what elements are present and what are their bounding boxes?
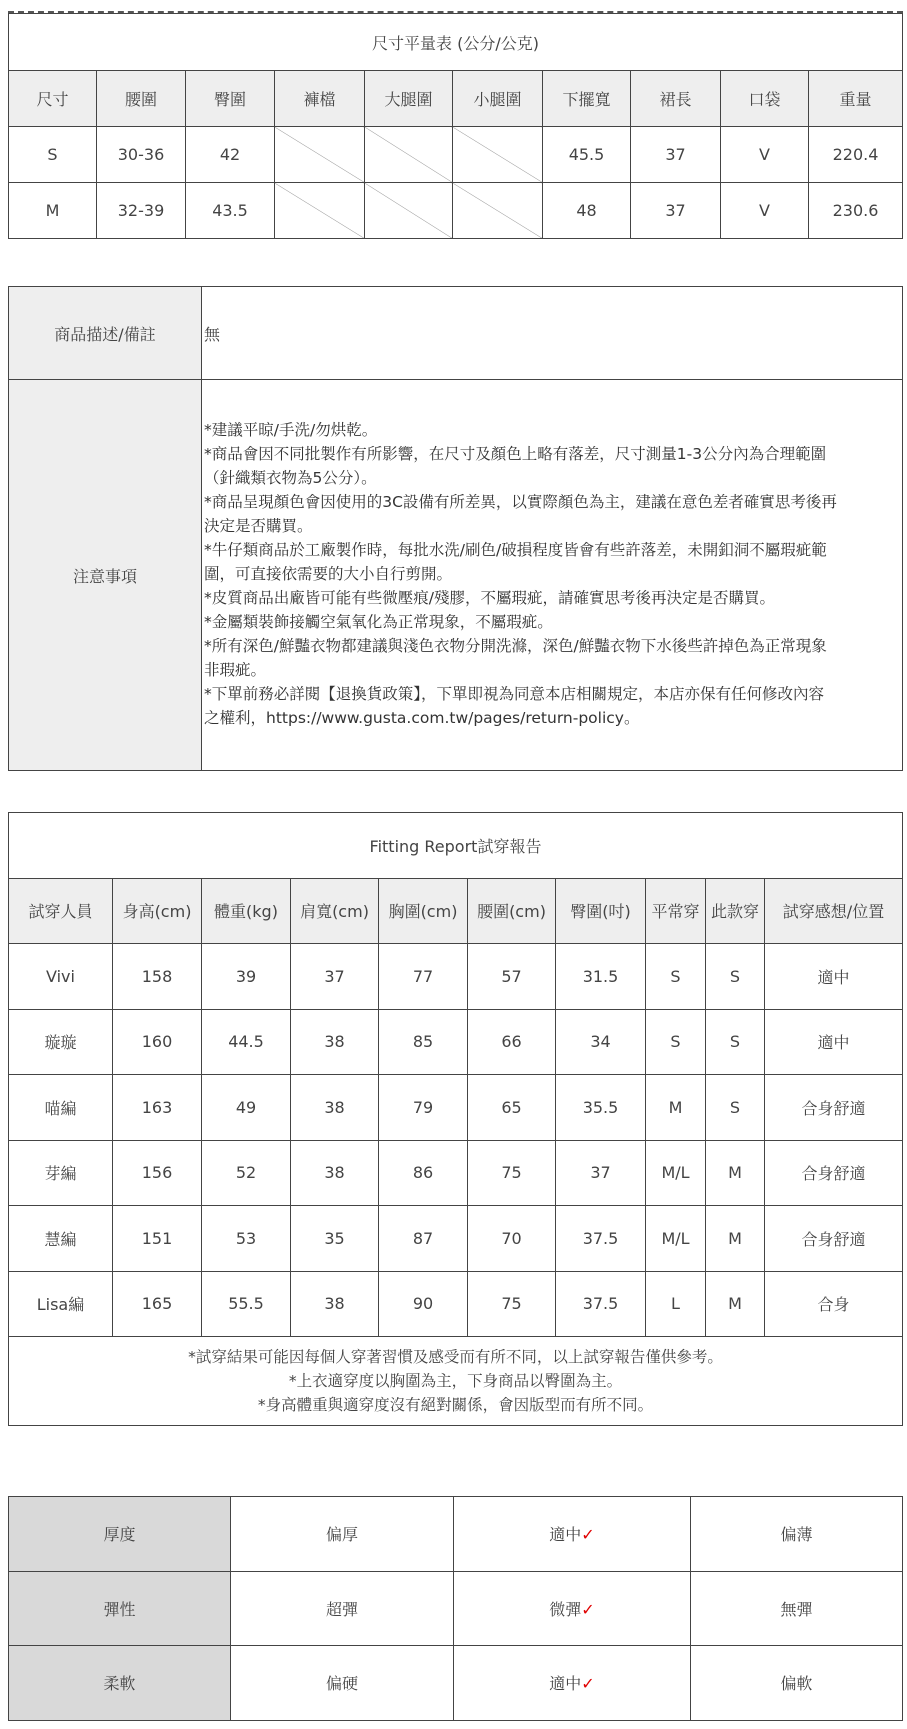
option-label: 適中 xyxy=(549,1674,582,1694)
note-line: *商品會因不同批製作有所影響，在尺寸及顏色上略有落差，尺寸測量1-3公分內為合理範圍 xyxy=(204,445,827,463)
table-cell: V xyxy=(721,127,809,183)
column-header: 臀圍(吋) xyxy=(556,878,646,944)
checkmark-icon: ✓ xyxy=(581,1599,595,1619)
column-header: 重量 xyxy=(809,71,903,127)
table-cell: S xyxy=(646,944,706,1010)
attribute-label: 厚度 xyxy=(9,1497,231,1572)
column-header: 此款穿 xyxy=(706,878,765,944)
fitting-report-table xyxy=(8,812,903,1426)
table-cell: 55.5 xyxy=(202,1271,291,1337)
table-cell: 38 xyxy=(291,1009,379,1075)
attribute-option xyxy=(454,1646,691,1721)
column-header: 裙長 xyxy=(631,71,721,127)
table-cell: 160 xyxy=(113,1009,202,1075)
table-cell: 適中 xyxy=(765,1009,903,1075)
table-cell xyxy=(275,183,365,239)
column-header: 身高(cm) xyxy=(113,878,202,944)
table-cell: 49 xyxy=(202,1075,291,1141)
notes-content xyxy=(202,380,903,771)
table-cell: S xyxy=(646,1009,706,1075)
table-cell: 70 xyxy=(468,1206,556,1272)
option-label: 適中 xyxy=(549,1525,582,1545)
attribute-option xyxy=(231,1646,454,1721)
table-row xyxy=(9,944,903,1010)
table-cell: 37 xyxy=(631,183,721,239)
table-cell: M/L xyxy=(646,1140,706,1206)
note-line: *建議平晾/手洗/勿烘乾。 xyxy=(204,421,378,439)
column-header: 肩寬(cm) xyxy=(291,878,379,944)
table-cell: 53 xyxy=(202,1206,291,1272)
table-cell: M xyxy=(706,1271,765,1337)
column-header: 平常穿 xyxy=(646,878,706,944)
column-header: 胸圍(cm) xyxy=(379,878,468,944)
size-table xyxy=(8,13,903,239)
table-cell: 35.5 xyxy=(556,1075,646,1141)
note-line: 非瑕疵。 xyxy=(204,661,267,679)
table-cell: 85 xyxy=(379,1009,468,1075)
column-header: 腰圍(cm) xyxy=(468,878,556,944)
table-row xyxy=(9,1271,903,1337)
table-cell: S xyxy=(706,944,765,1010)
table-cell: 合身舒適 xyxy=(765,1140,903,1206)
table-cell: M xyxy=(706,1140,765,1206)
footnote: *上衣適穿度以胸圍為主，下身商品以臀圍為主。 xyxy=(288,1372,623,1390)
table-cell: 77 xyxy=(379,944,468,1010)
attribute-row xyxy=(9,1646,903,1721)
fitting-report-title: Fitting Report試穿報告 xyxy=(9,813,903,879)
footnote: *試穿結果可能因每個人穿著習慣及感受而有所不同，以上試穿報告僅供參考。 xyxy=(188,1348,723,1366)
table-cell xyxy=(365,127,453,183)
table-cell: 適中 xyxy=(765,944,903,1010)
note-line: （針織類衣物為5公分）。 xyxy=(204,469,377,487)
table-cell: V xyxy=(721,183,809,239)
attribute-option xyxy=(454,1571,691,1646)
table-cell: M xyxy=(706,1206,765,1272)
description-table xyxy=(8,286,903,771)
table-cell: 48 xyxy=(543,183,631,239)
table-cell xyxy=(453,183,543,239)
table-cell: 220.4 xyxy=(809,127,903,183)
column-header: 試穿人員 xyxy=(9,878,113,944)
table-cell: 合身舒適 xyxy=(765,1206,903,1272)
table-cell: 165 xyxy=(113,1271,202,1337)
option-label: 偏軟 xyxy=(780,1674,813,1694)
table-cell: 86 xyxy=(379,1140,468,1206)
option-label: 偏厚 xyxy=(325,1525,358,1545)
description-value: 無 xyxy=(202,287,903,380)
table-cell: 52 xyxy=(202,1140,291,1206)
table-cell: 45.5 xyxy=(543,127,631,183)
table-cell: 38 xyxy=(291,1271,379,1337)
table-cell: M xyxy=(646,1075,706,1141)
attributes-table xyxy=(8,1496,903,1721)
table-cell xyxy=(275,127,365,183)
column-header: 大腿圍 xyxy=(365,71,453,127)
option-label: 偏硬 xyxy=(325,1674,358,1694)
column-header: 小腿圍 xyxy=(453,71,543,127)
column-header: 下擺寬 xyxy=(543,71,631,127)
table-cell: 37 xyxy=(631,127,721,183)
notes-label: 注意事項 xyxy=(9,380,202,771)
table-cell: 39 xyxy=(202,944,291,1010)
size-table-title: 尺寸平量表 (公分/公克) xyxy=(9,14,903,71)
fitting-footnotes xyxy=(9,1337,903,1426)
note-line: 之權利，https://www.gusta.com.tw/pages/return-policy。 xyxy=(204,709,640,727)
column-header: 尺寸 xyxy=(9,71,97,127)
table-cell: 75 xyxy=(468,1140,556,1206)
attribute-option xyxy=(231,1497,454,1572)
table-cell: 喵編 xyxy=(9,1075,113,1141)
table-cell: 65 xyxy=(468,1075,556,1141)
note-line: *下單前務必詳閱【退換貨政策】，下單即視為同意本店相關規定，本店亦保有任何修改內容 xyxy=(204,685,825,703)
note-line: *商品呈現顏色會因使用的3C設備有所差異，以實際顏色為主，建議在意色差者確實思考後再 xyxy=(204,493,837,511)
option-label: 無彈 xyxy=(780,1599,813,1619)
table-cell: 芽編 xyxy=(9,1140,113,1206)
column-header: 褲檔 xyxy=(275,71,365,127)
checkmark-icon: ✓ xyxy=(581,1525,595,1545)
table-cell: 慧編 xyxy=(9,1206,113,1272)
table-cell: 璇璇 xyxy=(9,1009,113,1075)
table-cell: M xyxy=(9,183,97,239)
note-line: 決定是否購買。 xyxy=(204,517,313,535)
table-cell: 87 xyxy=(379,1206,468,1272)
table-cell: 151 xyxy=(113,1206,202,1272)
table-row xyxy=(9,1140,903,1206)
option-label: 偏薄 xyxy=(780,1525,813,1545)
table-cell: S xyxy=(706,1075,765,1141)
table-cell: 75 xyxy=(468,1271,556,1337)
table-cell: 34 xyxy=(556,1009,646,1075)
table-cell: 合身舒適 xyxy=(765,1075,903,1141)
table-row xyxy=(9,1009,903,1075)
attribute-row xyxy=(9,1571,903,1646)
note-line: 圍，可直接依需要的大小自行剪開。 xyxy=(204,565,453,583)
description-label: 商品描述/備註 xyxy=(9,287,202,380)
column-header: 試穿感想/位置 xyxy=(765,878,903,944)
note-line: *牛仔類商品於工廠製作時，每批水洗/刷色/破損程度皆會有些許落差，未開釦洞不屬瑕疵範 xyxy=(204,541,827,559)
table-cell: 30-36 xyxy=(97,127,186,183)
table-cell: 230.6 xyxy=(809,183,903,239)
table-cell: 156 xyxy=(113,1140,202,1206)
table-cell: 57 xyxy=(468,944,556,1010)
column-header: 口袋 xyxy=(721,71,809,127)
table-cell xyxy=(453,127,543,183)
table-cell: 37.5 xyxy=(556,1271,646,1337)
table-cell: Vivi xyxy=(9,944,113,1010)
table-row xyxy=(9,183,903,239)
table-cell: Lisa編 xyxy=(9,1271,113,1337)
attribute-label: 彈性 xyxy=(9,1571,231,1646)
table-cell: L xyxy=(646,1271,706,1337)
table-cell: 42 xyxy=(186,127,275,183)
table-cell: 32-39 xyxy=(97,183,186,239)
table-cell: 90 xyxy=(379,1271,468,1337)
attribute-row xyxy=(9,1497,903,1572)
table-cell: 43.5 xyxy=(186,183,275,239)
table-cell: 158 xyxy=(113,944,202,1010)
table-cell: S xyxy=(706,1009,765,1075)
table-cell: 163 xyxy=(113,1075,202,1141)
option-label: 微彈 xyxy=(549,1599,582,1619)
note-line: *所有深色/鮮豔衣物都建議與淺色衣物分開洗滌，深色/鮮豔衣物下水後些許掉色為正常現象 xyxy=(204,637,827,655)
table-cell: M/L xyxy=(646,1206,706,1272)
table-cell: 37.5 xyxy=(556,1206,646,1272)
table-cell: 66 xyxy=(468,1009,556,1075)
checkmark-icon: ✓ xyxy=(581,1674,595,1694)
table-cell: 38 xyxy=(291,1075,379,1141)
table-cell: 44.5 xyxy=(202,1009,291,1075)
option-label: 超彈 xyxy=(325,1599,358,1619)
column-header: 體重(kg) xyxy=(202,878,291,944)
table-cell: 38 xyxy=(291,1140,379,1206)
note-line: *金屬類裝飾接觸空氣氧化為正常現象，不屬瑕疵。 xyxy=(204,613,553,631)
attribute-option xyxy=(691,1497,903,1572)
attribute-option xyxy=(454,1497,691,1572)
column-header: 臀圍 xyxy=(186,71,275,127)
attribute-option xyxy=(691,1646,903,1721)
attribute-option xyxy=(691,1571,903,1646)
table-row xyxy=(9,1206,903,1272)
note-line: *皮質商品出廠皆可能有些微壓痕/殘膠，不屬瑕疵，請確實思考後再決定是否購買。 xyxy=(204,589,775,607)
table-cell: 37 xyxy=(556,1140,646,1206)
table-cell: S xyxy=(9,127,97,183)
table-cell: 31.5 xyxy=(556,944,646,1010)
attribute-option xyxy=(231,1571,454,1646)
table-cell: 37 xyxy=(291,944,379,1010)
footnote: *身高體重與適穿度沒有絕對關係，會因版型而有所不同。 xyxy=(257,1396,654,1414)
table-cell: 合身 xyxy=(765,1271,903,1337)
table-cell xyxy=(365,183,453,239)
table-cell: 35 xyxy=(291,1206,379,1272)
table-row xyxy=(9,1075,903,1141)
attribute-label: 柔軟 xyxy=(9,1646,231,1721)
table-row xyxy=(9,127,903,183)
column-header: 腰圍 xyxy=(97,71,186,127)
table-cell: 79 xyxy=(379,1075,468,1141)
